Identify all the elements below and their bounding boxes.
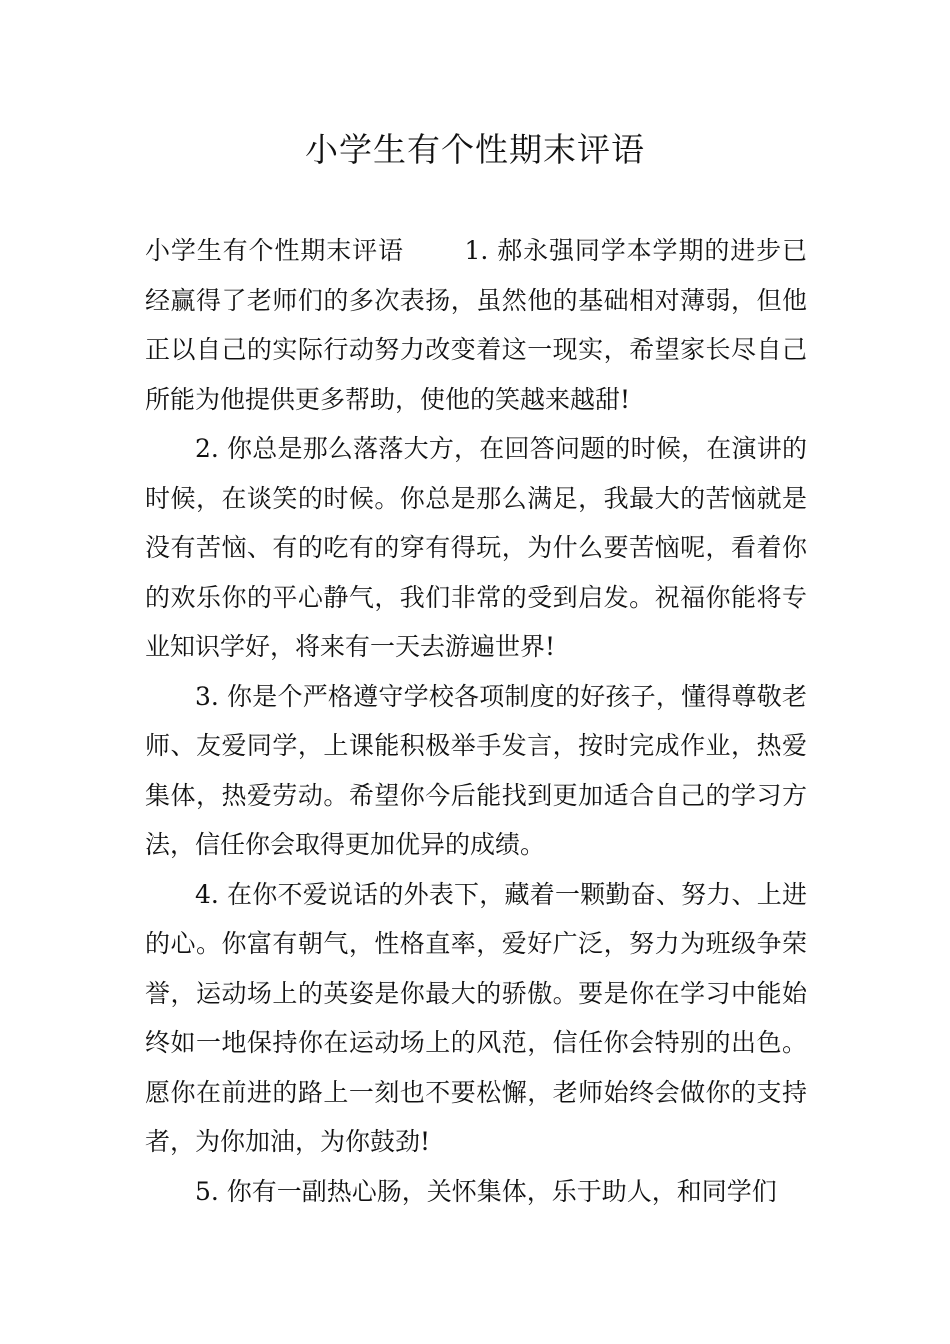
paragraph-2: 2. 你总是那么落落大方，在回答问题的时候，在演讲的时候，在谈笑的时候。你总是那么满足，我最大的苦恼就是没有苦恼、有的吃有的穿有得玩，为什么要苦恼呢，看着你的欢乐你的平心静气，我们非常的受到启发。祝福你能将专业知识学好，将来有一天去游遍世界!: [145, 434, 807, 661]
document-body: [145, 226, 807, 1216]
paragraph-1: 小学生有个性期末评语 1. 郝永强同学本学期的进步已经赢得了老师们的多次表扬，虽然他的基础相对薄弱，但他正以自己的实际行动努力改变着这一现实，希望家长尽自己所能为他提供更多帮助，使他的笑越来越甜!: [145, 236, 807, 414]
paragraph-5: 5. 你有一副热心肠，关怀集体，乐于助人，和同学们: [195, 1176, 777, 1206]
paragraph-4: 4. 在你不爱说话的外表下，藏着一颗勤奋、努力、上进的心。你富有朝气，性格直率，爱好广泛，努力为班级争荣誉，运动场上的英姿是你最大的骄傲。要是你在学习中能始终如一地保持你在运动场上的风范，信任你会特别的出色。愿你在前进的路上一刻也不要松懈，老师始终会做你的支持者，为你加油，为你鼓劲!: [145, 879, 807, 1156]
document-title: 小学生有个性期末评语: [305, 130, 645, 169]
paragraph-3: 3. 你是个严格遵守学校各项制度的好孩子，懂得尊敬老师、友爱同学，上课能积极举手发言，按时完成作业，热爱集体，热爱劳动。希望你今后能找到更加适合自己的学习方法，信任你会取得更加优异的成绩。: [145, 681, 807, 859]
